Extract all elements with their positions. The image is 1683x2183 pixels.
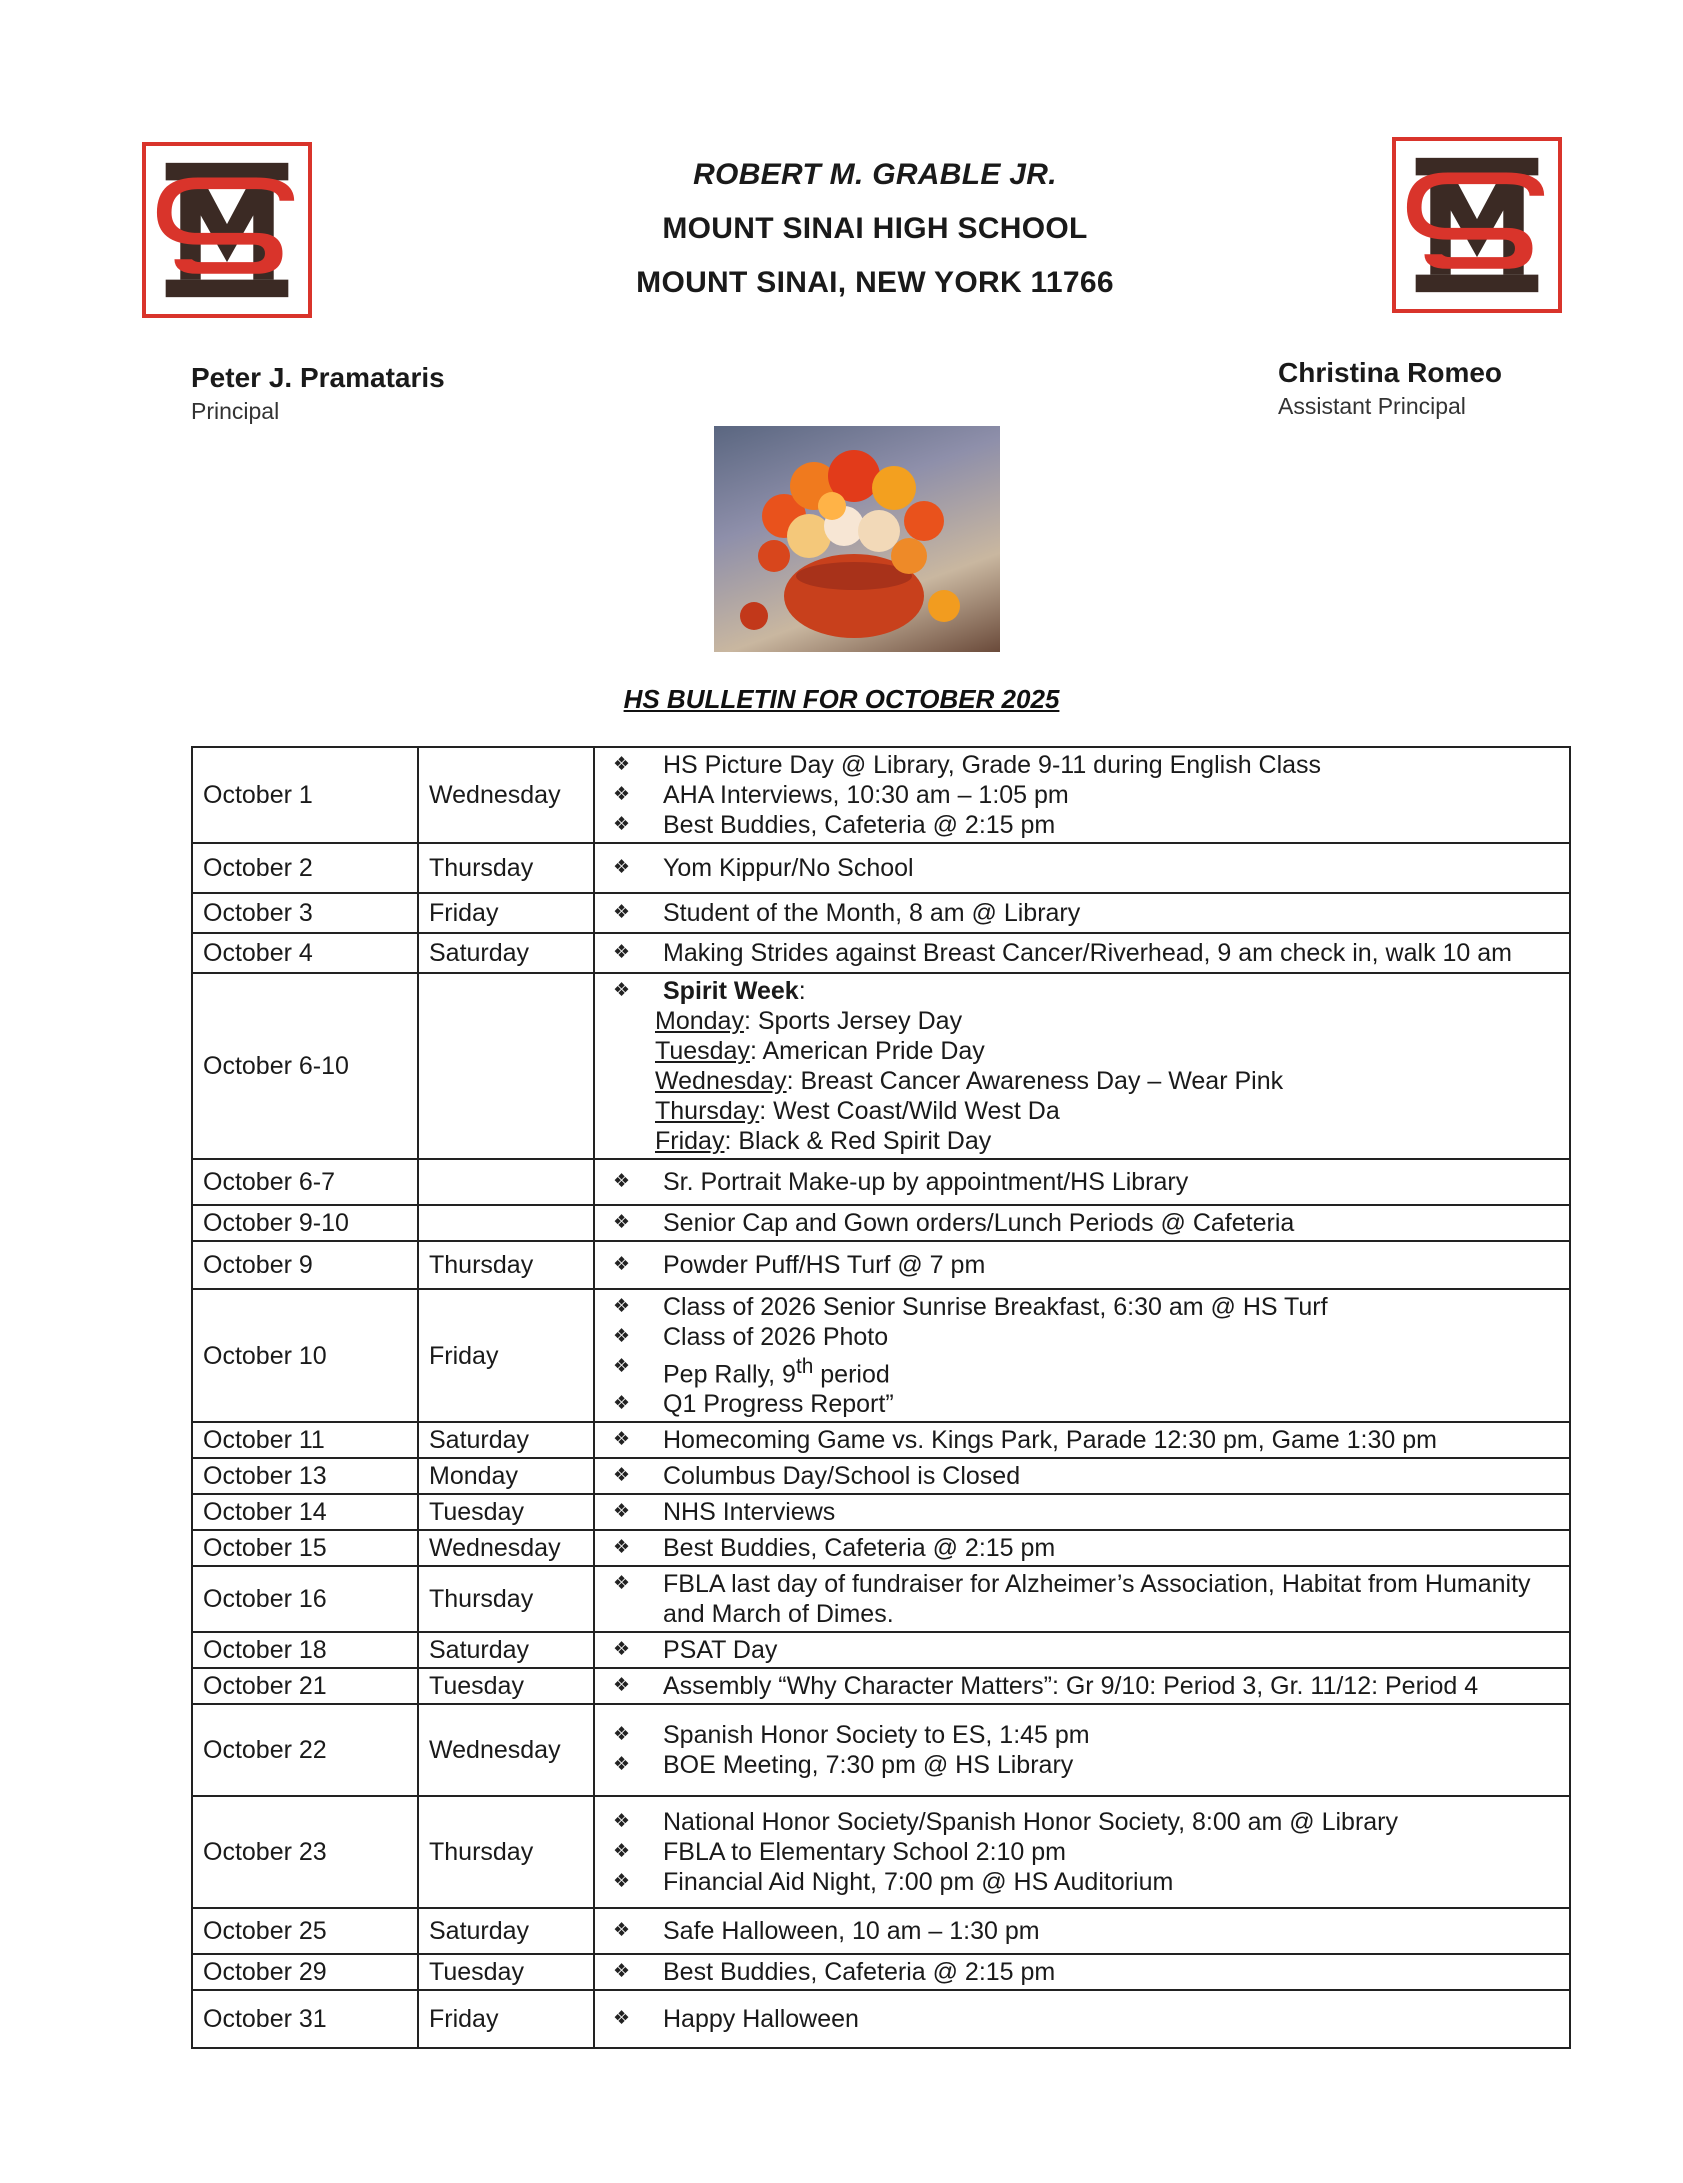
spirit-day-line [605,1006,1559,1036]
table-row [192,1159,1570,1205]
date-cell: October 16 [192,1566,418,1632]
event-item: ❖ Best Buddies, Cafeteria @ 2:15 pm [613,1533,1559,1563]
spirit-day-theme: : Black & Red Spirit Day [724,1127,992,1155]
table-row [192,973,1570,1159]
school-logo-right [1392,137,1562,313]
spirit-day-line [605,1096,1559,1126]
assistant-principal-block [1278,357,1502,420]
event-item: ❖ Powder Puff/HS Turf @ 7 pm [613,1250,1559,1280]
october-schedule-table [191,746,1571,2049]
event-item: ❖ Senior Cap and Gown orders/Lunch Periods @ Cafeteria [613,1208,1559,1238]
event-item: ❖ Safe Halloween, 10 am – 1:30 pm [613,1916,1559,1946]
day-cell: Saturday [418,1422,594,1458]
spirit-day-label: Thursday [655,1097,760,1125]
principal-block [191,362,445,425]
day-cell: Friday [418,1990,594,2048]
spirit-week-heading: Spirit Week [663,977,799,1005]
spirit-day-label: Monday [655,1007,744,1035]
events-cell [594,973,1570,1159]
table-row [192,843,1570,893]
table-row [192,1530,1570,1566]
day-cell [418,1159,594,1205]
date-cell: October 2 [192,843,418,893]
spirit-day-line [605,1036,1559,1066]
date-cell: October 23 [192,1796,418,1908]
date-cell: October 21 [192,1668,418,1704]
spirit-day-theme: : Breast Cancer Awareness Day – Wear Pink [786,1067,1284,1095]
events-cell [594,1954,1570,1990]
events-cell [594,843,1570,893]
autumn-flowers-image [714,426,1000,652]
events-cell [594,1289,1570,1422]
table-row [192,1289,1570,1422]
table-row [192,1796,1570,1908]
ms-logo-icon [154,154,300,306]
events-cell [594,1796,1570,1908]
event-item: ❖ Best Buddies, Cafeteria @ 2:15 pm [613,1957,1559,1987]
day-cell: Saturday [418,1908,594,1954]
event-item: ❖ Best Buddies, Cafeteria @ 2:15 pm [613,810,1559,840]
day-cell: Tuesday [418,1494,594,1530]
event-item: ❖ Spirit Week: [613,976,1559,1006]
event-item: ❖ Columbus Day/School is Closed [613,1461,1559,1491]
event-item: ❖ Making Strides against Breast Cancer/Riverhead, 9 am check in, walk 10 am [613,938,1559,968]
day-cell: Thursday [418,1241,594,1289]
events-cell [594,1205,1570,1241]
event-item: ❖ Q1 Progress Report” [613,1389,1559,1419]
bulletin-title: HS BULLETIN FOR OCTOBER 2025 [623,684,1060,714]
event-item: ❖ Homecoming Game vs. Kings Park, Parade 12:30 pm, Game 1:30 pm [613,1425,1559,1455]
ordinal-suffix: th [795,1355,814,1378]
date-cell: October 18 [192,1632,418,1668]
day-cell: Wednesday [418,1704,594,1796]
table-row [192,1632,1570,1668]
events-cell [594,893,1570,933]
event-item: ❖ Assembly “Why Character Matters”: Gr 9/10: Period 3, Gr. 11/12: Period 4 [613,1671,1559,1701]
table-row [192,1422,1570,1458]
event-item: ❖ Financial Aid Night, 7:00 pm @ HS Auditorium [613,1867,1559,1897]
event-item: ❖ BOE Meeting, 7:30 pm @ HS Library [613,1750,1559,1780]
date-cell: October 9 [192,1241,418,1289]
event-item: ❖ FBLA to Elementary School 2:10 pm [613,1837,1559,1867]
assistant-principal-role: Assistant Principal [1278,393,1466,419]
date-cell: October 9-10 [192,1205,418,1241]
event-item: ❖ Class of 2026 Senior Sunrise Breakfast, 6:30 am @ HS Turf [613,1292,1559,1322]
date-cell: October 22 [192,1704,418,1796]
event-item: ❖ AHA Interviews, 10:30 am – 1:05 pm [613,780,1559,810]
events-cell [594,1458,1570,1494]
day-cell: Monday [418,1458,594,1494]
day-cell: Tuesday [418,1954,594,1990]
principal-role: Principal [191,398,280,424]
ms-logo-icon [1404,149,1550,301]
principal-name: Peter J. Pramataris [191,362,445,393]
events-cell [594,1908,1570,1954]
table-row [192,1704,1570,1796]
events-cell [594,1704,1570,1796]
assistant-principal-name: Christina Romeo [1278,357,1503,388]
event-item: ❖ Happy Halloween [613,2004,1559,2034]
event-item: ❖ Class of 2026 Photo [613,1322,1559,1352]
date-cell: October 1 [192,747,418,843]
table-row [192,1990,1570,2048]
day-cell: Tuesday [418,1668,594,1704]
spirit-day-label: Friday [655,1127,725,1155]
event-text: Pep Rally, 9 [663,1360,796,1389]
date-cell: October 11 [192,1422,418,1458]
event-item: ❖ National Honor Society/Spanish Honor Society, 8:00 am @ Library [613,1807,1559,1837]
day-cell: Friday [418,1289,594,1422]
header-school-line: MOUNT SINAI HIGH SCHOOL [662,212,1088,245]
events-cell [594,1159,1570,1205]
event-item: ❖ FBLA last day of fundraiser for Alzheimer’s Association, Habitat from Humanity and March of Dimes. [613,1569,1559,1629]
date-cell: October 6-7 [192,1159,418,1205]
day-cell [418,973,594,1159]
table-row [192,933,1570,973]
spirit-day-theme: : West Coast/Wild West Da [759,1097,1060,1125]
header-address-line: MOUNT SINAI, NEW YORK 11766 [636,266,1114,299]
school-logo-left [142,142,312,318]
table-row [192,1458,1570,1494]
date-cell: October 3 [192,893,418,933]
day-cell: Thursday [418,1796,594,1908]
table-row [192,1954,1570,1990]
events-cell [594,1241,1570,1289]
table-row [192,1205,1570,1241]
events-cell [594,1530,1570,1566]
day-cell: Saturday [418,1632,594,1668]
spirit-day-theme: : American Pride Day [749,1037,985,1065]
date-cell: October 25 [192,1908,418,1954]
day-cell: Thursday [418,843,594,893]
date-cell: October 13 [192,1458,418,1494]
events-cell [594,747,1570,843]
events-cell [594,1422,1570,1458]
spirit-day-line [605,1066,1559,1096]
spirit-day-label: Wednesday [655,1067,787,1095]
day-cell [418,1205,594,1241]
event-text: period [813,1360,890,1389]
date-cell: October 15 [192,1530,418,1566]
school-header [540,158,1210,320]
day-cell: Wednesday [418,1530,594,1566]
spirit-day-theme: : Sports Jersey Day [743,1007,963,1035]
event-item [613,1352,1559,1389]
events-cell [594,1668,1570,1704]
events-cell [594,1990,1570,2048]
date-cell: October 31 [192,1990,418,2048]
date-cell: October 4 [192,933,418,973]
events-cell [594,1632,1570,1668]
date-cell: October 6-10 [192,973,418,1159]
day-cell: Friday [418,893,594,933]
events-cell [594,1566,1570,1632]
date-cell: October 29 [192,1954,418,1990]
table-row [192,1566,1570,1632]
table-row [192,1241,1570,1289]
day-cell: Saturday [418,933,594,973]
table-row [192,893,1570,933]
event-item: ❖ Student of the Month, 8 am @ Library [613,898,1559,928]
event-item: ❖ NHS Interviews [613,1497,1559,1527]
event-item: ❖ HS Picture Day @ Library, Grade 9-11 during English Class [613,750,1559,780]
table-row [192,1668,1570,1704]
flower-bouquet-icon [714,426,1000,652]
spirit-day-line [605,1126,1559,1156]
event-item: ❖ PSAT Day [613,1635,1559,1665]
event-item: ❖ Sr. Portrait Make-up by appointment/HS Library [613,1167,1559,1197]
spirit-day-label: Tuesday [655,1037,750,1065]
table-row [192,1908,1570,1954]
table-row [192,1494,1570,1530]
events-cell [594,1494,1570,1530]
date-cell: October 14 [192,1494,418,1530]
table-row [192,747,1570,843]
day-cell: Thursday [418,1566,594,1632]
events-cell [594,933,1570,973]
day-cell: Wednesday [418,747,594,843]
date-cell: October 10 [192,1289,418,1422]
event-item: ❖ Spanish Honor Society to ES, 1:45 pm [613,1720,1559,1750]
event-item: ❖ Yom Kippur/No School [613,853,1559,883]
header-name-line: ROBERT M. GRABLE JR. [693,158,1057,191]
